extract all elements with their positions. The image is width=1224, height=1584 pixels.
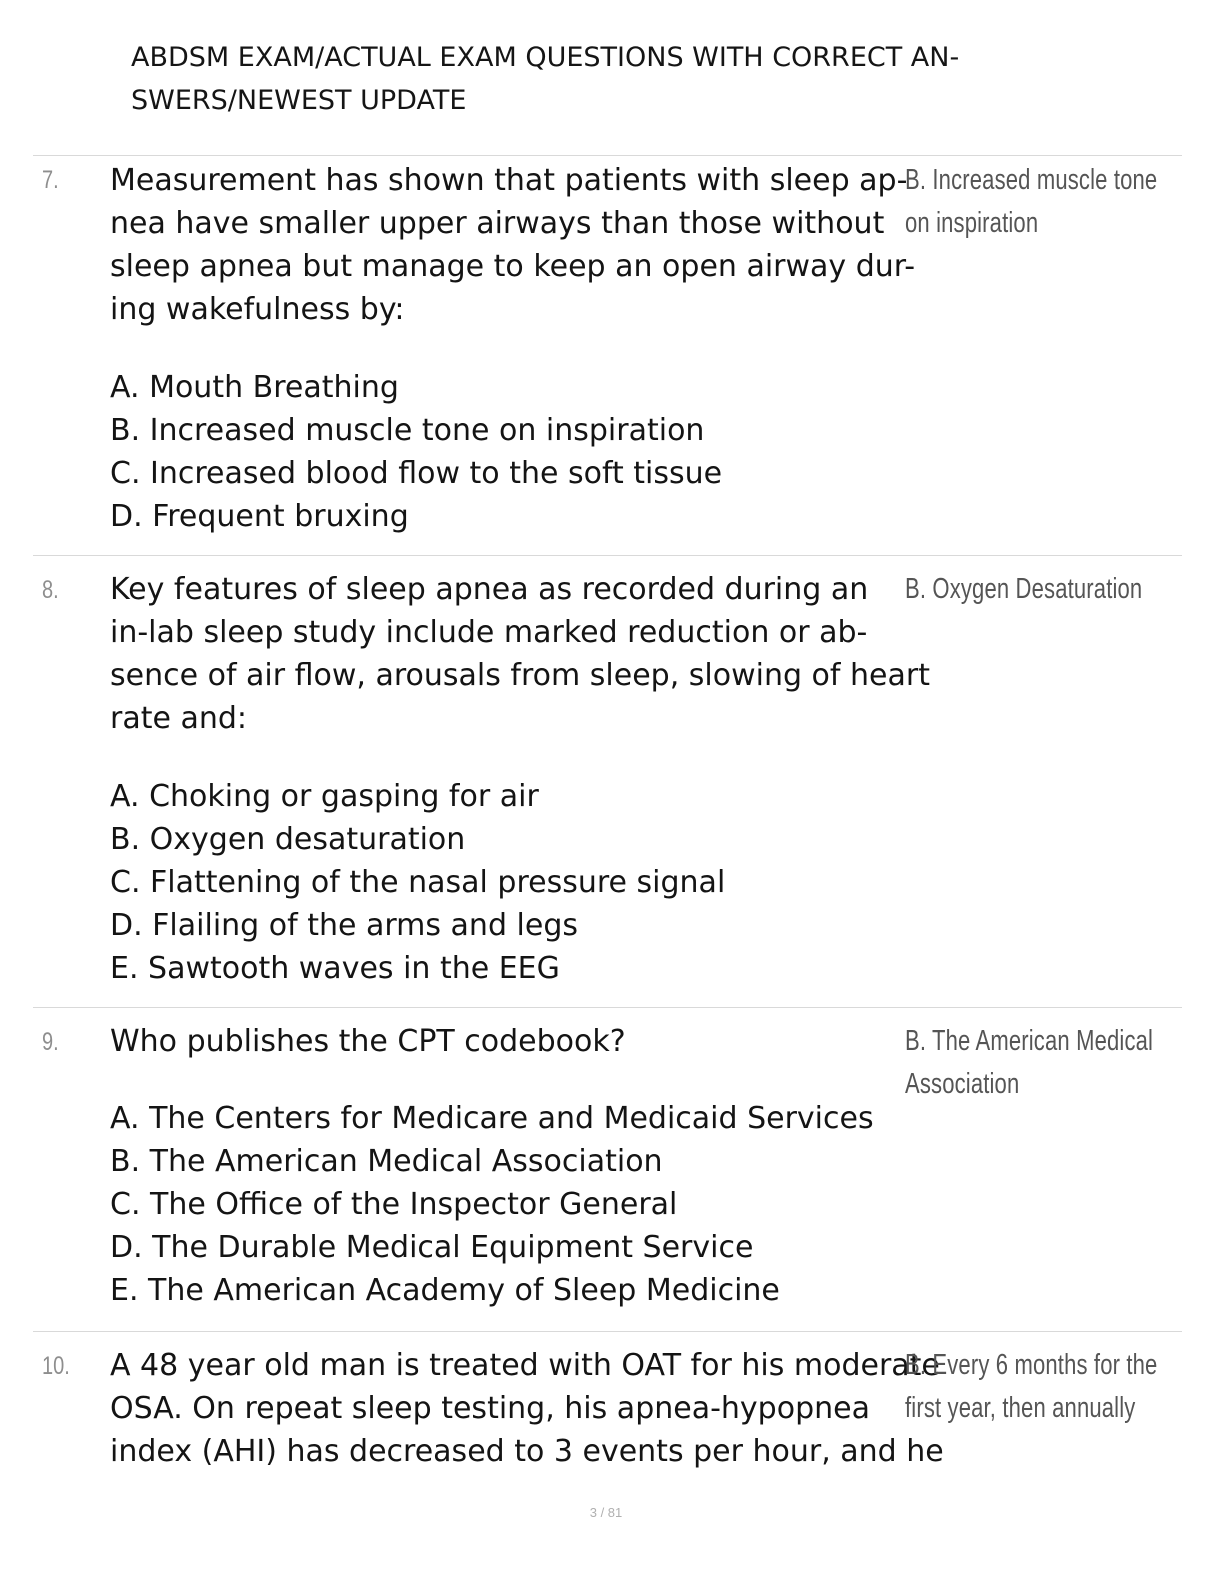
question-10 xyxy=(110,1344,944,1473)
answer-option: B. Increased muscle tone on inspiration xyxy=(110,413,705,448)
row-divider xyxy=(33,555,1182,556)
page-number: 3 / 81 xyxy=(589,1505,623,1520)
correct-answer-line: first year, then annually xyxy=(905,1392,1136,1424)
question-stem-line: sence of air flow, arousals from sleep, slowing of heart xyxy=(110,658,930,693)
question-8 xyxy=(110,568,930,990)
answer-option: B. The American Medical Association xyxy=(110,1144,663,1179)
answer-option: A. The Centers for Medicare and Medicaid Services xyxy=(110,1101,874,1136)
correct-answer xyxy=(905,568,1205,611)
answer-option: C. Increased blood flow to the soft tissue xyxy=(110,456,723,491)
answer-option: C. The Office of the Inspector General xyxy=(110,1187,678,1222)
question-stem-line: rate and: xyxy=(110,701,248,736)
correct-answer-line: B. The American Medical xyxy=(905,1025,1154,1057)
question-stem-line: in-lab sleep study include marked reduction or ab- xyxy=(110,615,868,650)
question-stem-line: Measurement has shown that patients with sleep ap- xyxy=(110,163,908,198)
page-title-line: SWERS/NEWEST UPDATE xyxy=(131,85,467,116)
answer-option: E. The American Academy of Sleep Medicine xyxy=(110,1273,780,1308)
answer-option: C. Flattening of the nasal pressure signal xyxy=(110,865,726,900)
question-number: 10. xyxy=(42,1352,70,1380)
correct-answer xyxy=(905,1344,1205,1430)
correct-answer xyxy=(905,1020,1205,1106)
answer-option: B. Oxygen desaturation xyxy=(110,822,466,857)
page-title xyxy=(131,36,1091,122)
correct-answer-line: Association xyxy=(905,1068,1020,1100)
row-divider xyxy=(33,155,1182,156)
correct-answer-line: B. Increased muscle tone xyxy=(905,164,1158,196)
answer-option: A. Mouth Breathing xyxy=(110,370,399,405)
correct-answer-line: B. Oxygen Desaturation xyxy=(905,573,1143,605)
question-number: 9. xyxy=(42,1028,59,1056)
spacer xyxy=(110,331,910,366)
correct-answer xyxy=(905,159,1205,245)
question-7 xyxy=(110,159,916,538)
row-divider xyxy=(33,1331,1182,1332)
question-stem-line: nea have smaller upper airways than those without xyxy=(110,206,885,241)
question-9 xyxy=(110,1020,910,1312)
question-stem-line: Key features of sleep apnea as recorded during an xyxy=(110,572,869,607)
question-stem-line: A 48 year old man is treated with OAT for his moderate xyxy=(110,1348,940,1383)
page-title-line: ABDSM EXAM/ACTUAL EXAM QUESTIONS WITH CORRECT AN- xyxy=(131,42,960,73)
answer-option: A. Choking or gasping for air xyxy=(110,779,539,814)
answer-option: D. Frequent bruxing xyxy=(110,499,409,534)
row-divider xyxy=(33,1007,1182,1008)
question-stem-line: ing wakefulness by: xyxy=(110,292,405,327)
correct-answer-line: on inspiration xyxy=(905,207,1039,239)
question-stem-line: OSA. On repeat sleep testing, his apnea-hypopnea xyxy=(110,1391,870,1426)
answer-option: D. Flailing of the arms and legs xyxy=(110,908,578,943)
answer-option: E. Sawtooth waves in the EEG xyxy=(110,951,560,986)
question-number: 8. xyxy=(42,576,59,604)
question-stem-line: index (AHI) has decreased to 3 events per hour, and he xyxy=(110,1434,944,1469)
question-stem-line: Who publishes the CPT codebook? xyxy=(110,1024,626,1059)
question-stem-line: sleep apnea but manage to keep an open airway dur- xyxy=(110,249,916,284)
answer-option: D. The Durable Medical Equipment Service xyxy=(110,1230,754,1265)
correct-answer-line: B. Every 6 months for the xyxy=(905,1349,1158,1381)
spacer xyxy=(110,1063,910,1097)
spacer xyxy=(110,740,910,775)
question-number: 7. xyxy=(42,166,59,194)
